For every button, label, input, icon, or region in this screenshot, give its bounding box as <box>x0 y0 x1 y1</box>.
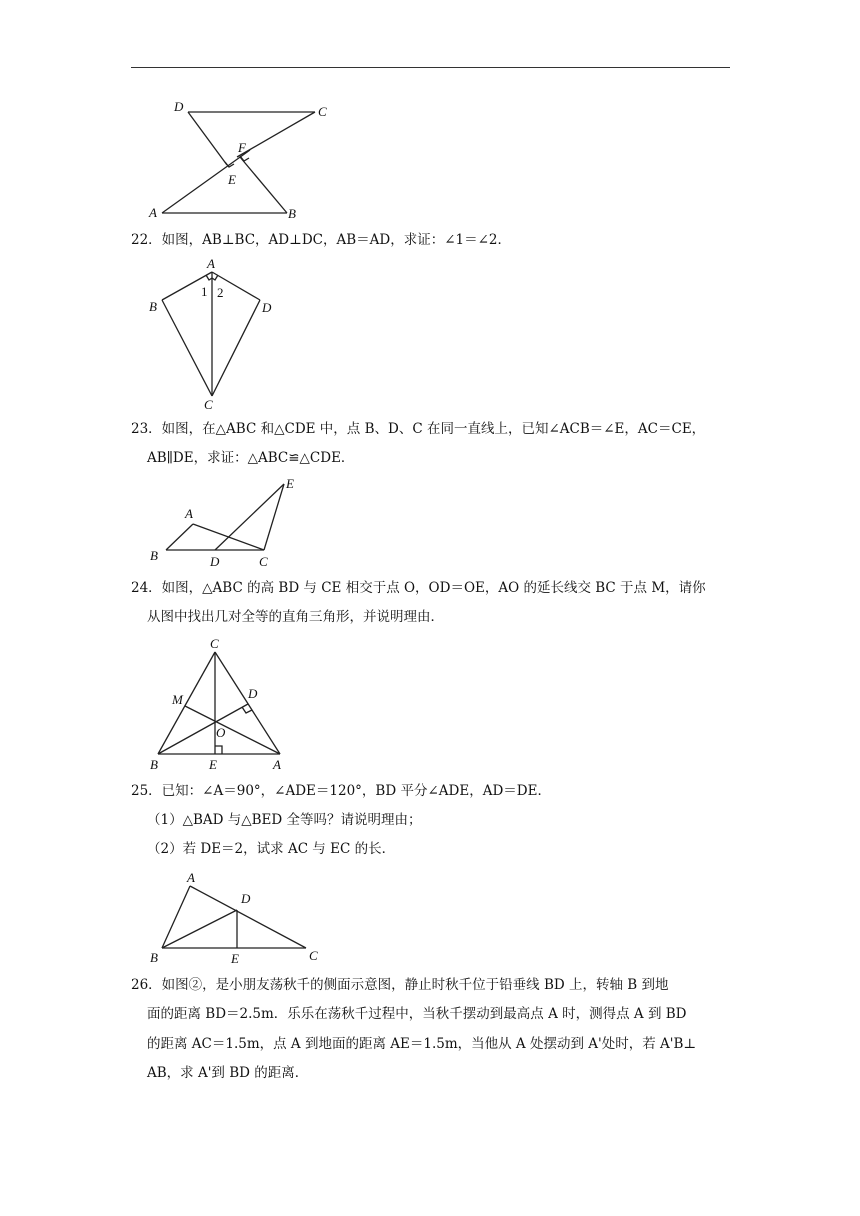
label-C: C <box>318 104 327 119</box>
label-M: M <box>172 692 183 707</box>
label-B: B <box>288 206 296 221</box>
label-E: E <box>209 757 217 772</box>
figure-q24-drawing <box>140 636 300 772</box>
label-A: A <box>187 870 195 885</box>
figure-q23-drawing <box>140 474 310 570</box>
label-B: B <box>149 299 157 314</box>
figure-q21 <box>140 98 340 226</box>
label-A: A <box>149 205 157 220</box>
label-D: D <box>248 686 258 701</box>
question-24-line-2: 从图中找出几对全等的直角三角形，并说明理由． <box>147 609 444 625</box>
question-25-line-1: 25．已知：∠A＝90°，∠ADE＝120°，BD 平分∠ADE，AD＝DE． <box>131 783 551 799</box>
figure-q22 <box>140 256 290 412</box>
question-26-line-4: AB，求 A'到 BD 的距离． <box>147 1065 309 1081</box>
question-22-line-1: 22．如图，AB⊥BC，AD⊥DC，AB＝AD，求证：∠1＝∠2． <box>131 232 512 248</box>
figure-q23 <box>140 474 310 570</box>
label-D: D <box>241 891 251 906</box>
label-C: C <box>210 636 219 651</box>
label-A: A <box>207 256 215 271</box>
label-O: O <box>216 725 226 740</box>
figure-q24 <box>140 636 300 772</box>
question-24-line-1: 24．如图，△ABC 的高 BD 与 CE 相交于点 O，OD＝OE，AO 的延长线交 BC 于点 M，请你 <box>131 580 706 596</box>
label-D: D <box>174 99 184 114</box>
label-B: B <box>150 950 158 965</box>
label-E: E <box>228 172 236 187</box>
question-26-line-3: 的距离 AC＝1.5m，点 A 到地面的距离 AE＝1.5m，当他从 A 处摆动到 A'处时，若 A'B⊥ <box>147 1036 697 1052</box>
label-F: F <box>238 140 246 155</box>
label-D: D <box>210 554 220 569</box>
label-angle-2: 2 <box>217 285 224 300</box>
question-26-line-2: 面的距离 BD＝2.5m．乐乐在荡秋千过程中，当秋千摆动到最高点 A 时，测得点 A 到 BD <box>147 1006 687 1022</box>
question-23-line-1: 23．如图，在△ABC 和△CDE 中，点 B、D、C 在同一直线上，已知∠ACB＝∠E，AC＝CE， <box>131 421 706 437</box>
figure-q25 <box>140 866 340 970</box>
question-25-sub-1: （1）△BAD 与△BED 全等吗？请说明理由； <box>147 812 422 828</box>
label-angle-1: 1 <box>201 284 208 299</box>
question-25-sub-2: （2）若 DE＝2，试求 AC 与 EC 的长． <box>147 841 396 857</box>
question-23-line-2: AB∥DE，求证：△ABC≌△CDE． <box>147 450 355 466</box>
label-C: C <box>309 948 318 963</box>
label-C: C <box>259 554 268 569</box>
label-E: E <box>231 951 239 966</box>
label-A: A <box>273 757 281 772</box>
label-B: B <box>150 757 158 772</box>
label-E: E <box>286 476 294 491</box>
label-C: C <box>204 397 213 412</box>
question-26-line-1: 26．如图②，是小朋友荡秋千的侧面示意图，静止时秋千位于铅垂线 BD 上，转轴 B 到地 <box>131 977 669 993</box>
figure-q25-drawing <box>140 866 340 970</box>
header-rule <box>131 67 730 68</box>
figure-q22-drawing <box>140 256 290 412</box>
label-B: B <box>150 548 158 563</box>
figure-q21-drawing <box>140 98 340 226</box>
label-D: D <box>262 300 272 315</box>
label-A: A <box>185 506 193 521</box>
